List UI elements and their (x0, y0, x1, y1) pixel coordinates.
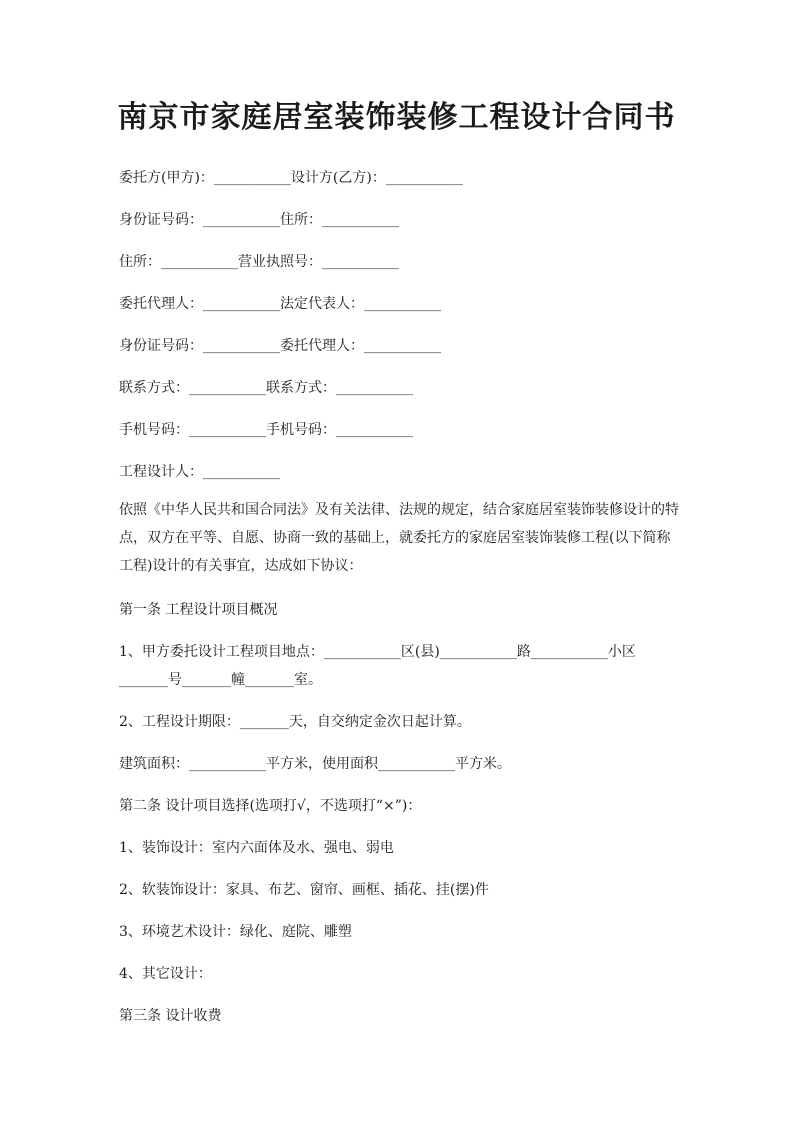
article-2-item-1: 1、装饰设计：室内六面体及水、强电、弱电 (119, 840, 394, 856)
field-row-id-agent: 身份证号码：___________委托代理人：___________ (119, 338, 441, 354)
intro-paragraph: 依照《中华人民共和国合同法》及有关法律、法规的规定，结合家庭居室装饰装修设计的特点，双方在平等、自愿、协商一致的基础上，就委托方的家庭居室装饰装修工程(以下简称工程)设计的有关事宜，达成如下协议： (119, 502, 679, 574)
article-2-item-2: 2、软装饰设计：家具、布艺、窗帘、画框、插花、挂(摆)件 (119, 882, 489, 898)
article-2-item-3: 3、环境艺术设计：绿化、庭院、雕塑 (119, 924, 352, 940)
article-2-heading: 第二条 设计项目选择(选项打√，不选项打“×”)： (119, 798, 422, 814)
field-row-client-designer: 委托方(甲方)：___________设计方(乙方)：___________ (119, 170, 463, 186)
document-title: 南京市家庭居室装饰装修工程设计合同书 (117, 100, 676, 135)
field-row-mobile: 手机号码：___________手机号码：___________ (119, 422, 413, 438)
field-row-designer: 工程设计人：___________ (119, 464, 280, 480)
article-1-item-1: 1、甲方委托设计工程项目地点：___________区(县)___________路___________小区_______号_______幢_______室。 (119, 644, 636, 688)
field-row-contact: 联系方式：___________联系方式：___________ (119, 380, 413, 396)
field-row-address-license: 住所：___________营业执照号：___________ (119, 254, 399, 270)
article-2-item-4: 4、其它设计： (119, 966, 212, 982)
article-1-area: 建筑面积：___________平方米，使用面积___________平方米。 (119, 756, 511, 772)
article-3-heading: 第三条 设计收费 (119, 1008, 222, 1024)
article-1-heading: 第一条 工程设计项目概况 (119, 602, 278, 618)
article-1-item-2: 2、工程设计期限：_______天，自交纳定金次日起计算。 (119, 714, 471, 730)
field-row-id-address: 身份证号码：___________住所：___________ (119, 212, 399, 228)
field-row-agent-representative: 委托代理人：___________法定代表人：___________ (119, 296, 441, 312)
